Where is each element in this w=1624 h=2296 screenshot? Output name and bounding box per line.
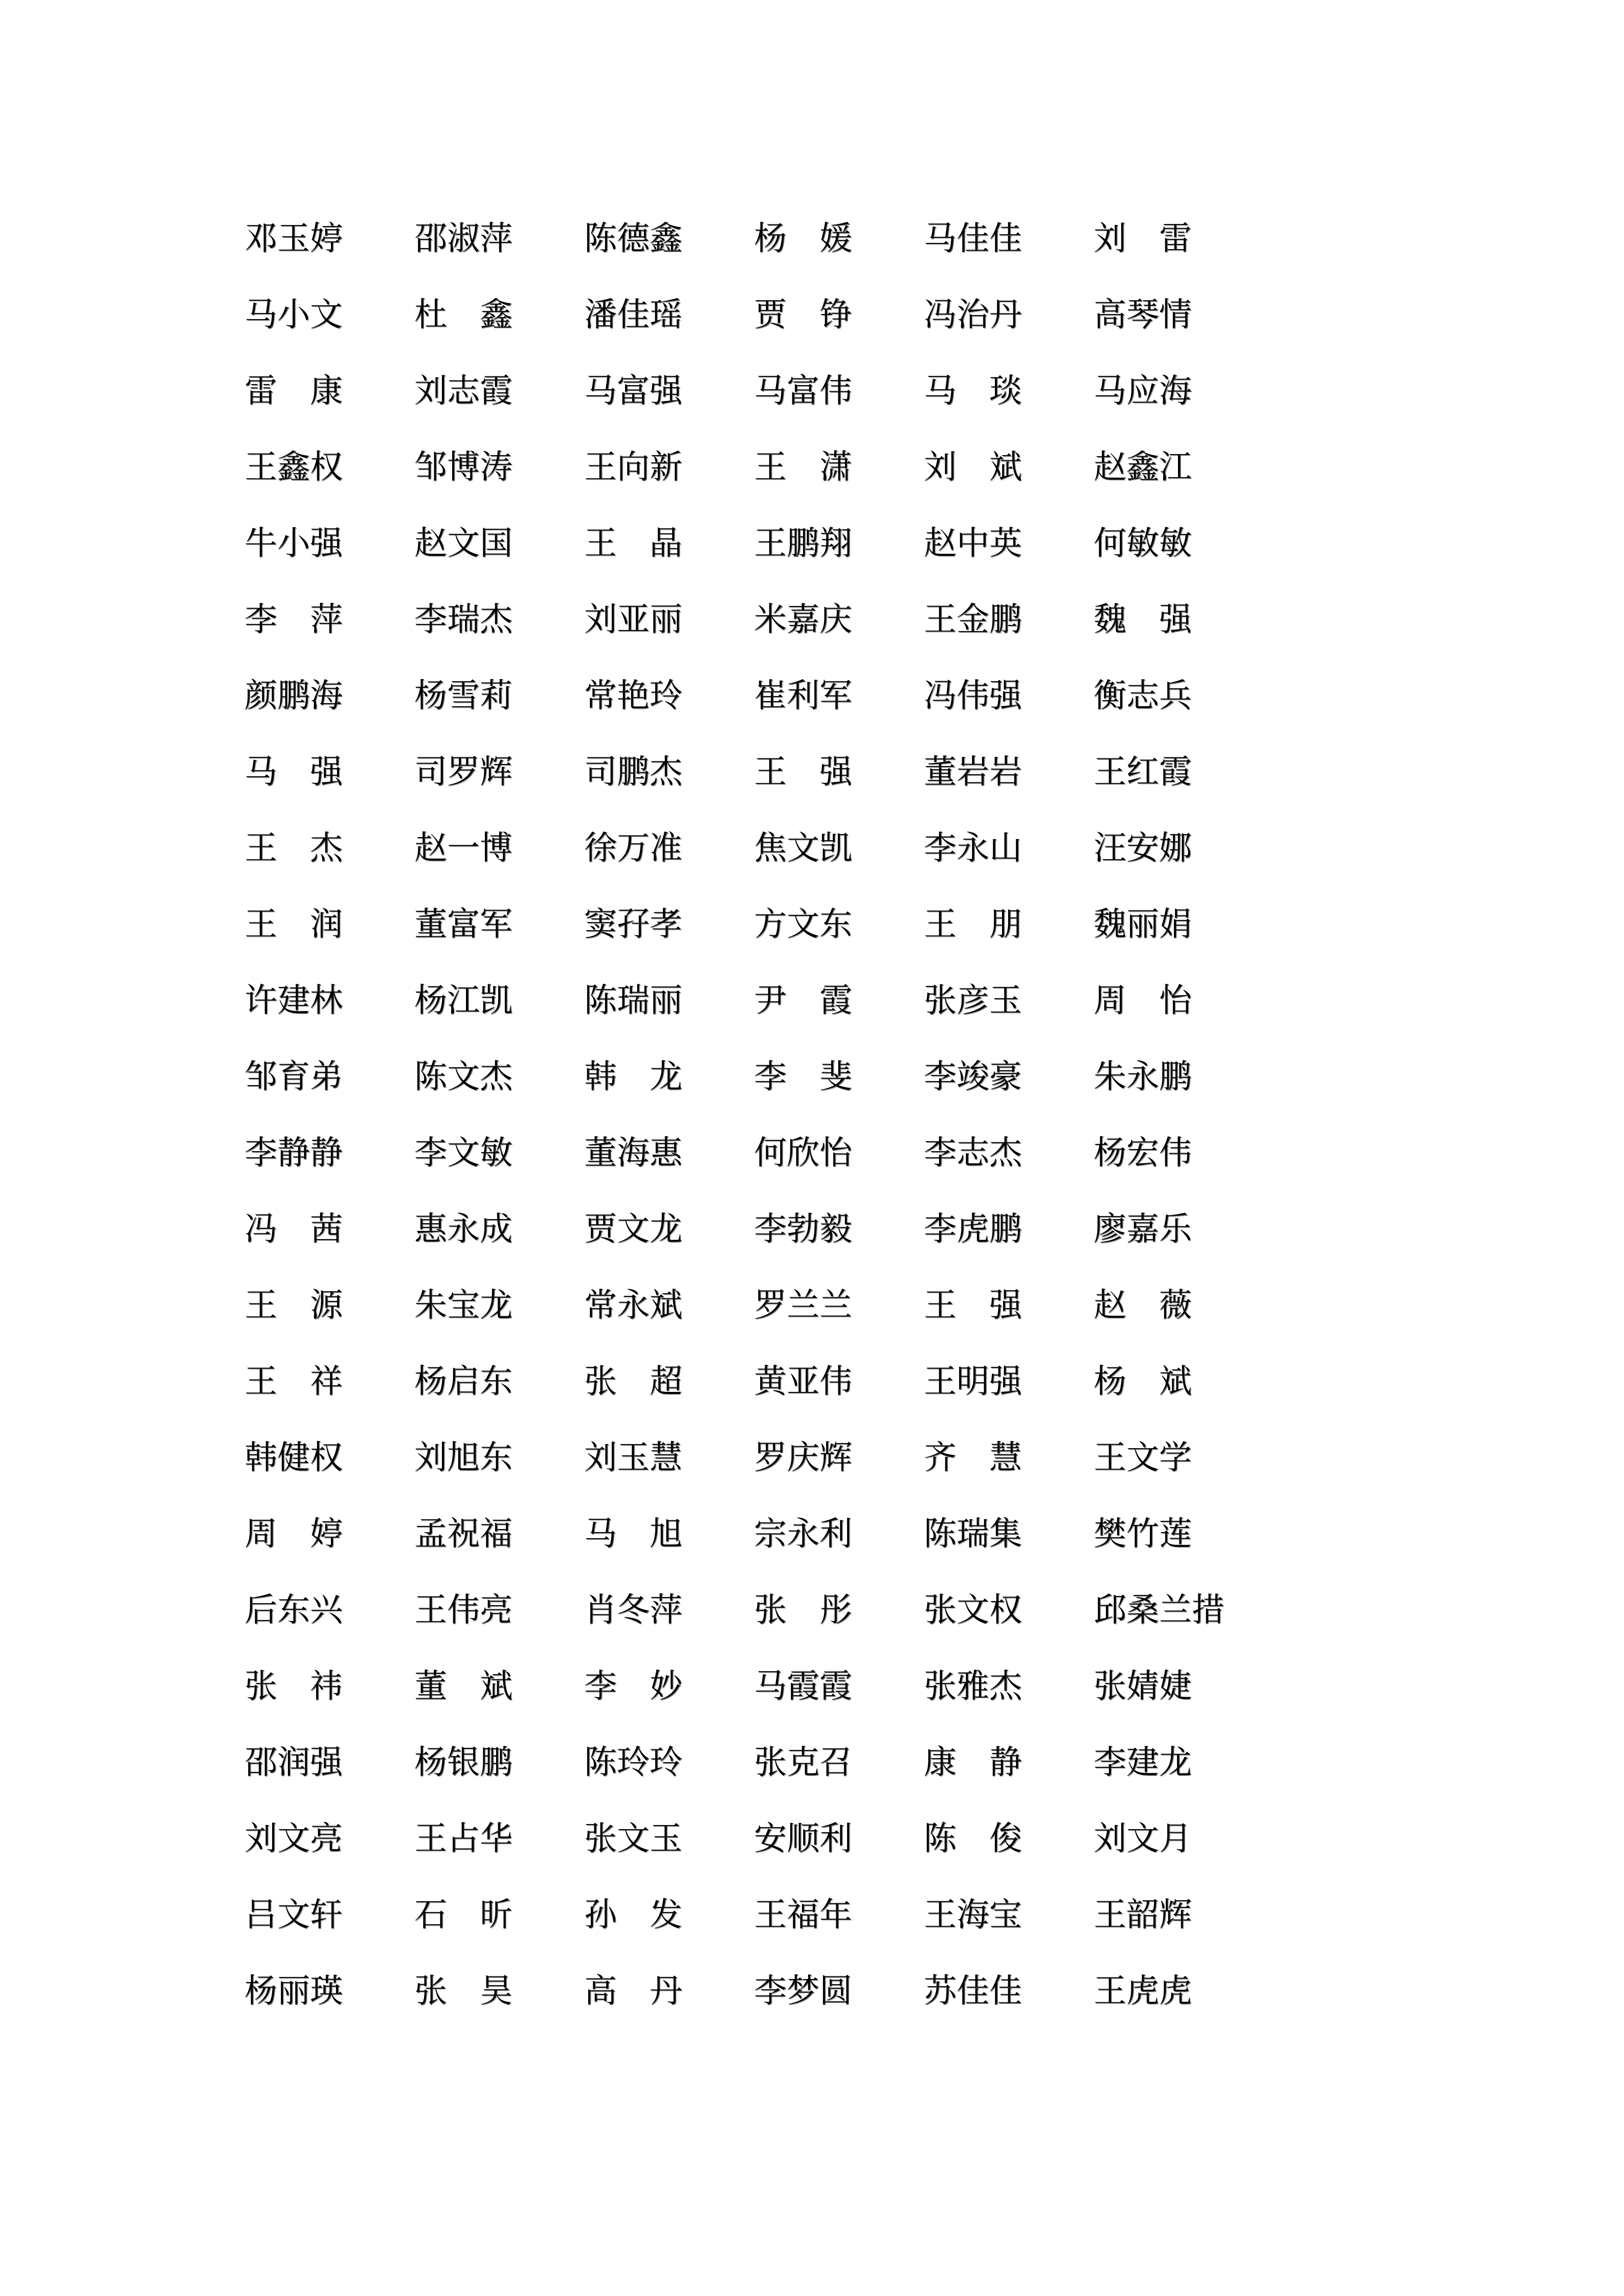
name-cell: 王韶辉: [1094, 1896, 1192, 1933]
name-cell: 王鹏翔: [754, 525, 852, 561]
name-cell: 李文敏: [414, 1134, 513, 1171]
name-cell: 马霞霞: [754, 1668, 852, 1704]
name-cell: 王占华: [414, 1820, 513, 1857]
table-row: [244, 734, 1225, 810]
name-cell: 高琴情: [1094, 296, 1192, 333]
name-cell: 邵润强: [244, 1744, 343, 1781]
name-cell: 李瑞杰: [414, 601, 513, 638]
name-cell: 张雅杰: [924, 1668, 1022, 1704]
name-cell: 焦文凯: [754, 829, 852, 866]
name-cell: 后东兴: [244, 1591, 343, 1628]
table-row: [244, 353, 1225, 429]
name-cell: 魏丽娟: [1094, 906, 1192, 942]
name-cell: 窦孖孝: [584, 906, 682, 942]
name-cell: 刘 雷: [1094, 220, 1192, 257]
table-row: [244, 581, 1225, 658]
name-cell: 司罗辉: [414, 753, 513, 790]
table-row: [244, 1800, 1225, 1877]
name-cell: 崔利军: [754, 677, 852, 714]
name-cell: 李建龙: [1094, 1744, 1192, 1781]
table-row: [244, 1191, 1225, 1267]
name-cell: 刘玉慧: [584, 1439, 682, 1476]
name-cell: 朱永鹏: [1094, 1058, 1192, 1095]
table-row: [244, 962, 1225, 1039]
name-cell: 张文权: [924, 1591, 1022, 1628]
name-cell: 韩 龙: [584, 1058, 682, 1095]
name-cell: 赵 薇: [1094, 1287, 1192, 1323]
name-cell: 颜鹏海: [244, 677, 343, 714]
name-cell: 罗庆辉: [754, 1439, 852, 1476]
name-cell: 赵文国: [414, 525, 513, 561]
name-cell: 陈玲玲: [584, 1744, 682, 1781]
table-row: [244, 1724, 1225, 1800]
name-cell: 刘旭东: [414, 1439, 513, 1476]
table-row: [244, 1648, 1225, 1724]
name-cell: 周 婷: [244, 1515, 343, 1552]
table-row: [244, 1420, 1225, 1496]
name-cell: 张 超: [584, 1363, 682, 1400]
name-cell: 王 晶: [584, 525, 682, 561]
name-cell: 汪安娜: [1094, 829, 1192, 866]
name-cell: 王明强: [924, 1363, 1022, 1400]
name-cell: 罗兰兰: [754, 1287, 852, 1323]
name-cell: 冯治丹: [924, 296, 1022, 333]
name-cell: 邹育弟: [244, 1058, 343, 1095]
name-cell: 廖嘉乐: [1094, 1210, 1192, 1247]
name-cell: 董岩岩: [924, 753, 1022, 790]
name-cell: 惠永成: [414, 1210, 513, 1247]
name-cell: 冯 茜: [244, 1210, 343, 1247]
name-cell: 许建林: [244, 982, 343, 1019]
name-cell: 常永斌: [584, 1287, 682, 1323]
table-row: [244, 1343, 1225, 1420]
name-cell: 黄亚伟: [754, 1363, 852, 1400]
name-cell: 孟祝福: [414, 1515, 513, 1552]
name-grid: [244, 200, 1225, 2029]
name-cell: 王鑫权: [244, 448, 343, 485]
name-cell: 马富伟: [754, 372, 852, 409]
name-cell: 高 丹: [584, 1972, 682, 2009]
name-cell: 安顺利: [754, 1820, 852, 1857]
table-row: [244, 1953, 1225, 2029]
name-cell: 徐万准: [584, 829, 682, 866]
name-cell: 杨 斌: [1094, 1363, 1192, 1400]
name-cell: 方文东: [754, 906, 852, 942]
name-cell: 张 祎: [244, 1668, 343, 1704]
name-cell: 王 强: [924, 1287, 1022, 1323]
name-cell: 马富强: [584, 372, 682, 409]
name-cell: 李虎鹏: [924, 1210, 1022, 1247]
name-cell: 李竣豪: [924, 1058, 1022, 1095]
name-cell: 邹博涛: [414, 448, 513, 485]
name-cell: 邓玉婷: [244, 220, 343, 257]
name-cell: 雷 康: [244, 372, 343, 409]
name-cell: 马佳佳: [924, 220, 1022, 257]
name-cell: 张克召: [754, 1744, 852, 1781]
name-cell: 周 怡: [1094, 982, 1192, 1019]
name-cell: 李志杰: [924, 1134, 1022, 1171]
name-cell: 王虎虎: [1094, 1972, 1192, 2009]
table-row: [244, 658, 1225, 734]
name-cell: 李 妙: [584, 1668, 682, 1704]
name-cell: 刘 斌: [924, 448, 1022, 485]
name-cell: 齐 慧: [924, 1439, 1022, 1476]
name-cell: 陈瑞集: [924, 1515, 1022, 1552]
name-cell: 杨丽瑛: [244, 1972, 343, 2009]
table-row: [244, 1572, 1225, 1648]
name-cell: 魏 强: [1094, 601, 1192, 638]
name-cell: 肖冬萍: [584, 1591, 682, 1628]
name-cell: 常艳玲: [584, 677, 682, 714]
table-row: [244, 277, 1225, 353]
table-row: [244, 200, 1225, 277]
name-cell: 张文玉: [584, 1820, 682, 1857]
name-cell: 张婧婕: [1094, 1668, 1192, 1704]
name-cell: 米嘉庆: [754, 601, 852, 638]
name-cell: 王 祥: [244, 1363, 343, 1400]
name-cell: 董 斌: [414, 1668, 513, 1704]
name-cell: 尹 霞: [754, 982, 852, 1019]
name-cell: 贾 铮: [754, 296, 852, 333]
name-cell: 王 源: [244, 1287, 343, 1323]
name-cell: 韩健权: [244, 1439, 343, 1476]
table-row: [244, 1267, 1225, 1343]
name-cell: 马 旭: [584, 1515, 682, 1552]
name-cell: 冯伟强: [924, 677, 1022, 714]
name-cell: 董海惠: [584, 1134, 682, 1171]
name-cell: 李勃毅: [754, 1210, 852, 1247]
name-cell: 杨江凯: [414, 982, 513, 1019]
name-cell: 刘亚丽: [584, 601, 682, 638]
name-cell: 王伟亮: [414, 1591, 513, 1628]
name-cell: 石 昕: [414, 1896, 513, 1933]
name-cell: 赵一博: [414, 829, 513, 866]
name-cell: 杨宏伟: [1094, 1134, 1192, 1171]
table-row: [244, 1039, 1225, 1115]
name-cell: 王海宝: [924, 1896, 1022, 1933]
name-cell: 刘文亮: [244, 1820, 343, 1857]
name-cell: 杜 鑫: [414, 296, 513, 333]
table-row: [244, 1496, 1225, 1572]
name-cell: 朱宝龙: [414, 1287, 513, 1323]
name-cell: 吕文轩: [244, 1896, 343, 1933]
name-cell: 王向新: [584, 448, 682, 485]
name-cell: 王 强: [754, 753, 852, 790]
name-cell: 衡志兵: [1094, 677, 1192, 714]
name-cell: 邱桑兰措: [1094, 1591, 1225, 1628]
name-cell: 苏佳佳: [924, 1972, 1022, 2009]
name-cell: 李静静: [244, 1134, 343, 1171]
name-cell: 王 朋: [924, 906, 1022, 942]
name-cell: 邵淑萍: [414, 220, 513, 257]
name-cell: 刘文月: [1094, 1820, 1192, 1857]
name-cell: 贾文龙: [584, 1210, 682, 1247]
name-cell: 杨 媛: [754, 220, 852, 257]
name-cell: 潘佳瑶: [584, 296, 682, 333]
name-cell: 孙 发: [584, 1896, 682, 1933]
table-row: [244, 886, 1225, 962]
name-cell: 王福年: [754, 1896, 852, 1933]
table-row: [244, 429, 1225, 505]
name-cell: 康 静: [924, 1744, 1022, 1781]
name-cell: 陈德鑫: [584, 220, 682, 257]
table-row: [244, 1115, 1225, 1191]
name-cell: 马小文: [244, 296, 343, 333]
name-cell: 李梦圆: [754, 1972, 852, 2009]
name-cell: 杨雪莉: [414, 677, 513, 714]
name-cell: 李永山: [924, 829, 1022, 866]
name-cell: 牛小强: [244, 525, 343, 561]
name-cell: 王 杰: [244, 829, 343, 866]
table-row: [244, 1877, 1225, 1953]
name-cell: 赵鑫江: [1094, 448, 1192, 485]
name-cell: 樊竹莲: [1094, 1515, 1192, 1552]
name-cell: 李 萍: [244, 601, 343, 638]
name-cell: 司鹏杰: [584, 753, 682, 790]
name-cell: 陈文杰: [414, 1058, 513, 1095]
name-cell: 张彦玉: [924, 982, 1022, 1019]
name-cell: 张 昊: [414, 1972, 513, 2009]
name-cell: 杨银鹏: [414, 1744, 513, 1781]
name-cell: 何欣怡: [754, 1134, 852, 1171]
name-cell: 王 润: [244, 906, 343, 942]
name-cell: 宗永利: [754, 1515, 852, 1552]
name-cell: 赵中英: [924, 525, 1022, 561]
name-cell: 马 强: [244, 753, 343, 790]
name-cell: 王 潇: [754, 448, 852, 485]
name-cell: 王红霞: [1094, 753, 1192, 790]
name-cell: 王金鹏: [924, 601, 1022, 638]
name-cell: 张 彤: [754, 1591, 852, 1628]
name-cell: 陈瑞丽: [584, 982, 682, 1019]
name-cell: 王文学: [1094, 1439, 1192, 1476]
table-row: [244, 505, 1225, 581]
name-cell: 何敏敏: [1094, 525, 1192, 561]
table-row: [244, 810, 1225, 886]
name-cell: 马应海: [1094, 372, 1192, 409]
name-cell: 刘志霞: [414, 372, 513, 409]
name-cell: 马 琰: [924, 372, 1022, 409]
name-cell: 李 斐: [754, 1058, 852, 1095]
name-cell: 陈 俊: [924, 1820, 1022, 1857]
name-cell: 董富军: [414, 906, 513, 942]
name-cell: 杨启东: [414, 1363, 513, 1400]
